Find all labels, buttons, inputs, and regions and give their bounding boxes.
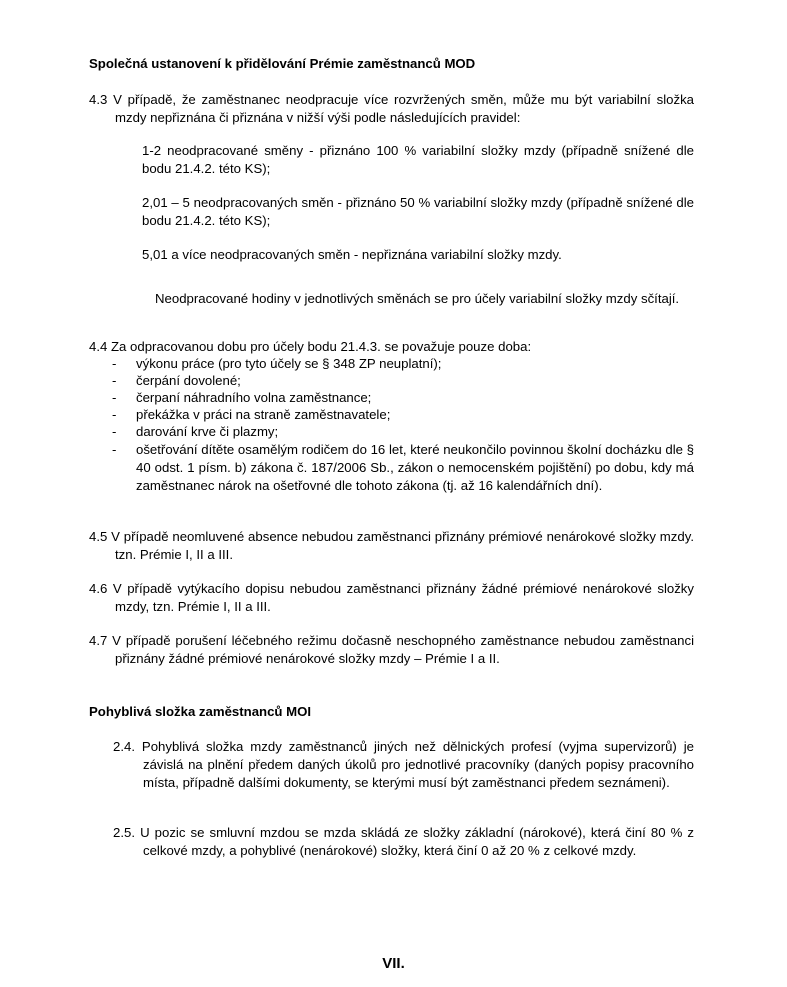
list-dash: - — [112, 407, 117, 422]
paragraph-4-4: 4.4 Za odpracovanou dobu pro účely bodu 21.4.3. se považuje pouze doba: — [89, 339, 532, 354]
rule-5-plus-shifts: 5,01 a více neodpracovaných směn - nepřiznána variabilní složky mzdy. — [142, 247, 562, 262]
paragraph-2-5: 2.5. U pozic se smluvní mzdou se mzda skládá ze složky základní (nárokové), která činí 80 % z celkové mzdy, a pohyblivé (nenárokové) složky, která činí 0 až 20 % z celkové mzdy. — [113, 825, 694, 858]
list-item-text: čerpání dovolené; — [136, 373, 241, 388]
list-dash: - — [112, 442, 117, 457]
list-item-text: čerpaní náhradního volna zaměstnance; — [136, 390, 372, 405]
list-item-text: překážka v práci na straně zaměstnavatele; — [136, 407, 391, 422]
paragraph-4-7: 4.7 V případě porušení léčebného režimu dočasně neschopného zaměstnance nebudou zaměstnanci přiznány žádné prémiové nenárokové složky mzdy – Prémie I a II. — [89, 633, 694, 666]
section-heading-moi: Pohyblivá složka zaměstnanců MOI — [89, 704, 312, 719]
paragraph-4-5: 4.5 V případě neomluvené absence nebudou zaměstnanci přiznány prémiové nenárokové složky mzdy. tzn. Prémie I, II a III. — [89, 529, 694, 562]
paragraph-2-4: 2.4. Pohyblivá složka mzdy zaměstnanců jiných než dělnických profesí (vyjma supervizorů) je závislá na plnění předem daných úkolů pro jednotlivé pracovníky (daných popisy pracovního místa, případně dalšími dokumenty, se kterými musí být zaměstnanci předem seznámeni). — [113, 739, 694, 790]
list-dash: - — [112, 373, 117, 388]
list-item-text: výkonu práce (pro tyto účely se § 348 ZP neuplatní); — [136, 356, 442, 371]
rule-1-2-shifts: 1-2 neodpracované směny - přiznáno 100 % variabilní složky mzdy (případně snížené dle bodu 21.4.2. této KS); — [142, 143, 694, 176]
list-item-text: ošetřování dítěte osamělým rodičem do 16 let, které neukončilo povinnou školní docházku dle § 40 odst. 1 písm. b) zákona č. 187/2006 Sb., zákon o nemocenském pojištění) po dobu, kdy má zaměstnanec nárok na ošetřovné dle tohoto zákona (tj. až 16 kalendářních dní). — [136, 442, 694, 493]
paragraph-4-3: 4.3 V případě, že zaměstnanec neodpracuje více rozvržených směn, může mu být variabilní složka mzdy nepřiznána či přiznána v nižší výši podle následujících pravidel: — [89, 92, 694, 125]
paragraph-4-6: 4.6 V případě vytýkacího dopisu nebudou zaměstnanci přiznány žádné prémiové nenárokové složky mzdy, tzn. Prémie I, II a III. — [89, 581, 694, 614]
list-dash: - — [112, 390, 117, 405]
list-dash: - — [112, 424, 117, 439]
rule-2-5-shifts: 2,01 – 5 neodpracovaných směn - přiznáno 50 % variabilní složky mzdy (případně snížené dle bodu 21.4.2. této KS); — [142, 195, 694, 228]
list-item-text: darování krve či plazmy; — [136, 424, 279, 439]
note-hours-summed: Neodpracované hodiny v jednotlivých směnách se pro účely variabilní složky mzdy sčítají. — [155, 291, 680, 306]
section-heading-mod: Společná ustanovení k přidělování Prémie zaměstnanců MOD — [89, 56, 476, 71]
page-section-number: VII. — [382, 955, 405, 972]
list-dash: - — [112, 356, 117, 371]
